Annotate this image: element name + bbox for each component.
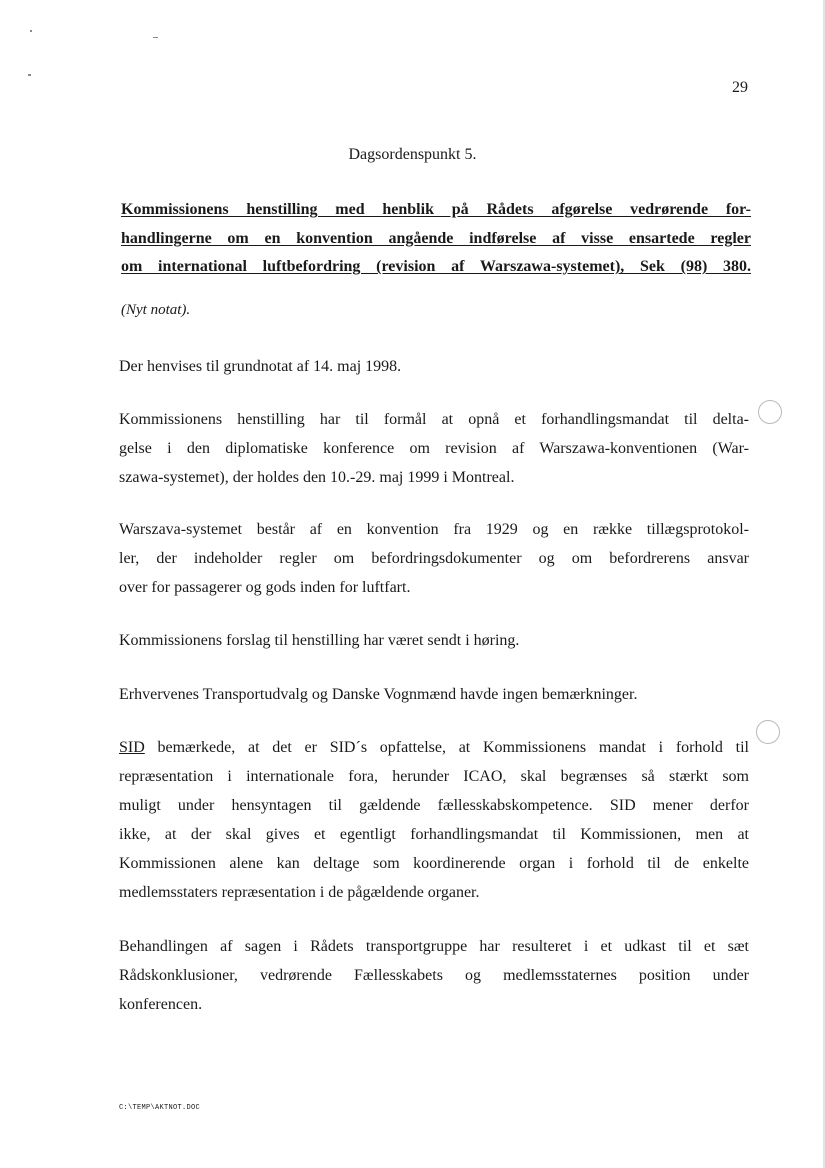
scan-speck	[28, 74, 31, 76]
document-title	[121, 196, 751, 282]
text-line: Der henvises til grundnotat af 14. maj 1998.	[119, 358, 402, 375]
paragraph-reference	[119, 352, 749, 381]
paragraph-consultation	[119, 626, 749, 655]
paragraph-council-conclusions	[119, 932, 749, 1019]
text-line: Warszava-systemet består af en konvention fra 1929 og en række tillægsprotokol-	[119, 521, 749, 538]
punch-hole-mark	[756, 720, 780, 744]
text-line: medlemsstaters repræsentation i de pågældende organer.	[119, 884, 480, 901]
title-line: om international luftbefordring (revision af Warszawa-systemet), Sek (98) 380.	[121, 258, 751, 275]
text-line: ikke, at der skal gives et egentligt forhandlingsmandat til Kommissionen, men at	[119, 826, 749, 843]
text-line: szawa-systemet), der holdes den 10.-29. maj 1999 i Montreal.	[119, 469, 515, 486]
text-line-rest: bemærkede, at det er SID´s opfattelse, at Kommissionens mandat i forhold til	[144, 739, 749, 756]
note-label: (Nyt notat).	[121, 302, 191, 318]
text-line: Rådskonklusioner, vedrørende Fællesskabets og medlemsstaternes position under	[119, 967, 749, 984]
text-line: Behandlingen af sagen i Rådets transportgruppe har resulteret i et udkast til et sæt	[119, 938, 749, 955]
scan-speck	[153, 37, 158, 38]
paragraph-purpose	[119, 405, 749, 492]
agenda-heading: Dagsordenspunkt 5.	[348, 146, 477, 163]
file-path-footer: C:\TEMP\AKTNOT.DOC	[119, 1104, 201, 1112]
text-line: over for passagerer og gods inden for luftfart.	[119, 579, 411, 596]
text-line	[119, 733, 749, 762]
text-line: Kommissionens forslag til henstilling har været sendt i høring.	[119, 632, 520, 649]
scan-speck	[30, 30, 32, 32]
text-line: repræsentation i internationale fora, herunder ICAO, skal begrænses så stærkt som	[119, 768, 749, 785]
title-line: Kommissionens henstilling med henblik på Rådets afgørelse vedrørende for-	[121, 201, 751, 218]
sid-abbreviation: SID	[119, 739, 145, 756]
paragraph-warsaw-system	[119, 515, 749, 602]
text-line: Erhvervenes Transportudvalg og Danske Vognmænd havde ingen bemærkninger.	[119, 686, 638, 703]
paragraph-no-comments	[119, 680, 749, 709]
text-line: ler, der indeholder regler om befordringsdokumenter og om befordrerens ansvar	[119, 550, 749, 567]
text-line: konferencen.	[119, 996, 203, 1013]
punch-hole-mark	[758, 400, 782, 424]
text-line: muligt under hensyntagen til gældende fællesskabskompetence. SID mener derfor	[119, 797, 749, 814]
paragraph-sid-comments	[119, 733, 749, 907]
text-line: gelse i den diplomatiske konference om revision af Warszawa-konventionen (War-	[119, 440, 749, 457]
text-line: Kommissionens henstilling har til formål at opnå et forhandlingsmandat til delta-	[119, 411, 749, 428]
page-number: 29	[732, 79, 748, 96]
title-line: handlingerne om en konvention angående indførelse af visse ensartede regler	[121, 229, 751, 247]
text-line: Kommissionen alene kan deltage som koordinerende organ i forhold til de enkelte	[119, 855, 749, 872]
